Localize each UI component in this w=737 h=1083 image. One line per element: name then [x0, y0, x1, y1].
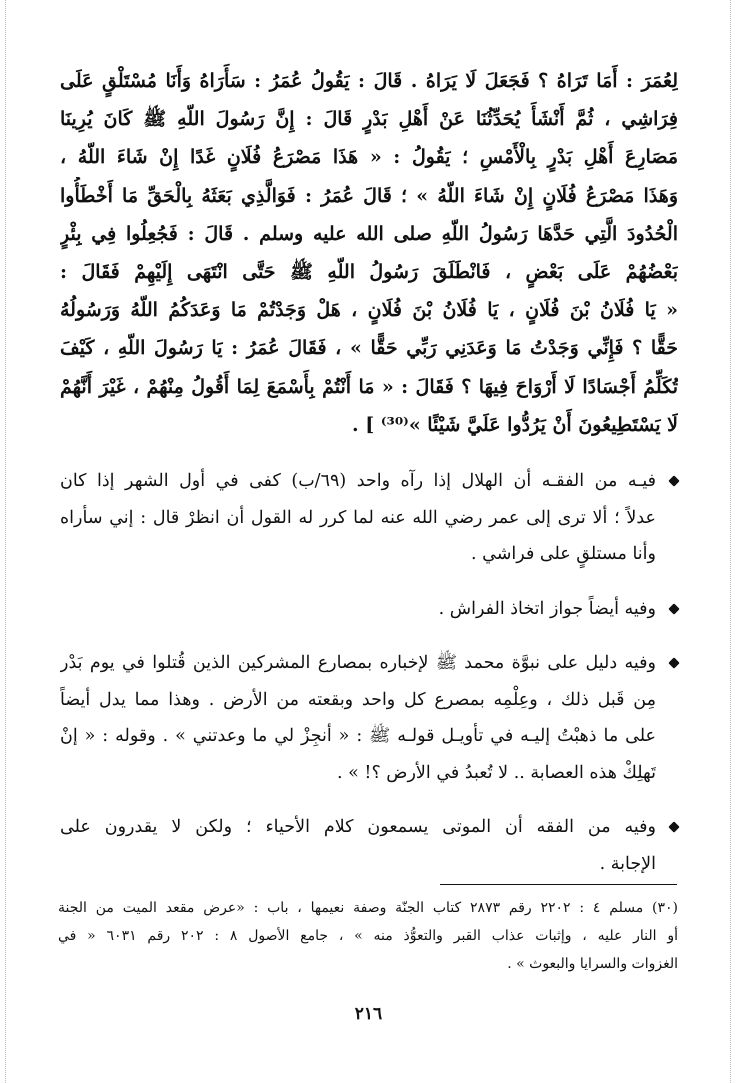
hadith-line: مَصَارِعَ أَهْلِ بَدْرٍ بِالْأَمْسِ ؛ يَقُولُ : « هَذَا مَصْرَعُ فُلَانٍ غَدًا إِنْ شَاءَ اللّهُ ، [60, 146, 678, 169]
commentary-bullet [60, 809, 678, 882]
scan-edge-right [730, 0, 731, 1083]
hadith-line: فِرَاشِي ، ثُمَّ أَنْشَأَ يُحَدِّثُنَا عَنْ أَهْلِ بَدْرٍ قَالَ : إِنَّ رَسُولَ اللّهِ ﷺ كَانَ يُرِينَا [60, 108, 678, 131]
bullet-line: وفيه من الفقه أن الموتى يسمعون كلام الأحياء ؛ ولكن لا يقدرون على [60, 817, 656, 837]
commentary-bullet [60, 463, 678, 573]
hadith-line: لِعُمَرَ : أَمَا تَرَاهُ ؟ فَجَعَلَ لَا يَرَاهُ . قَالَ : يَقُولُ عُمَرُ : سَأَرَاهُ وَأَنَا مُسْتَلْقٍ عَلَى [60, 70, 678, 92]
hadith-line: بَعْضُهُمْ عَلَى بَعْضٍ ، فَانْطَلَقَ رَسُولُ اللّهِ ﷺ حَتَّى انْتَهَى إِلَيْهِمْ فَقَالَ : [60, 260, 678, 283]
hadith-line: لَا يَسْتَطِيعُونَ أَنْ يَرُدُّوا عَلَيَّ شَيْئًا »⁽³⁰⁾ ] . [352, 413, 678, 436]
bullet-marker [668, 821, 679, 832]
footnote [58, 894, 678, 978]
hadith-line: تُكَلِّمُ أَجْسَادًا لَا أَرْوَاحَ فِيهَا ؟ فَقَالَ : « مَا أَنْتُمْ بِأَسْمَعَ لِمَا أَقُولُ مِنْهُمْ ، غَيْرَ أَنَّهُمْ [60, 375, 678, 398]
commentary-bullets [60, 463, 678, 900]
footnote-line: (٣٠) مسلم ٤ : ٢٢٠٢ رقم ٢٨٧٣ كتاب الجنّة وصفة نعيمها ، باب : «عرض مقعد الميت من الجنة [58, 900, 678, 916]
hadith-line: « يَا فُلَانُ بْنَ فُلَانٍ ، يَا فُلَانُ بْنَ فُلَانٍ ، هَلْ وَجَدْتُمْ مَا وَعَدَكُمُ اللّهُ وَرَسُولُهُ [60, 299, 678, 322]
commentary-bullet [60, 645, 678, 791]
page-number: ٢١٦ [354, 1004, 383, 1024]
bullet-line: مِن قَبل ذلك ، وعِلْمِه بمصرع كل واحد وبقعته من الأرض . وهذا مما يدل أيضاً [60, 689, 656, 710]
bullet-line: وفيه أيضاً جواز اتخاذ الفراش . [438, 598, 656, 619]
footnote-line: الغزوات والسرايا والبعوث » . [507, 956, 678, 972]
hadith-line: حَقًّا ؟ فَإِنِّي وَجَدْتُ مَا وَعَدَنِي رَبِّي حَقًّا » ، فَقَالَ عُمَرُ : يَا رَسُولَ اللّهِ ، كَيْفَ [60, 337, 678, 360]
footnote-line: أو النار عليه ، وإثبات عذاب القبر والتعوُّذ منه » ، جامع الأصول ٨ : ٢٠٢ رقم ٦٠٣١ « في [58, 928, 678, 944]
hadith-line: وَهَذَا مَصْرَعُ فُلَانٍ إِنْ شَاءَ اللّهُ » ؛ قَالَ عُمَرُ : فَوَالَّذِي بَعَثَهُ بِالْحَقِّ مَا أَخْطَأُوا [60, 184, 678, 207]
bullet-line: فيـه من الفقـه أن الهلال إذا رآه واحد (٦٩/ب) كفى في أول الشهر إذا كان [60, 471, 656, 491]
bullet-line: عدلاً ؛ ألا ترى إلى عمر رضي الله عنه لما كرر له القول أن انظرْ قال : إني سأراه [60, 507, 656, 528]
footnote-separator [440, 884, 677, 885]
scan-edge-left [5, 0, 6, 1083]
bullet-line: على ما ذهبْتُ إليـه في تأويـل قولـه ﷺ : « أنجِزْ لي ما وعدتني » . وقوله : « إنْ [60, 726, 656, 746]
bullet-line: وفيه دليل على نبوَّة محمد ﷺ لإخباره بمصارع المشركين الذين قُتلوا في يوم بَدْر [60, 653, 656, 673]
commentary-bullet [60, 591, 678, 628]
hadith-line: الْحُدُودَ الَّتِي حَدَّهَا رَسُولُ اللّهِ صلى الله عليه وسلم . قَالَ : فَجُعِلُوا فِي بِئْرٍ [60, 222, 678, 245]
bullet-marker [668, 475, 679, 486]
bullet-line: تَهلِكْ هذه العصابة .. لا تُعبدُ في الأرض ؟! » . [337, 762, 656, 783]
hadith-text [60, 62, 678, 444]
bullet-marker [668, 603, 679, 614]
bullet-line: وأنا مستلقٍ على فراشي . [471, 544, 656, 564]
bullet-line: الإجابة . [599, 853, 656, 874]
bullet-marker [668, 657, 679, 668]
